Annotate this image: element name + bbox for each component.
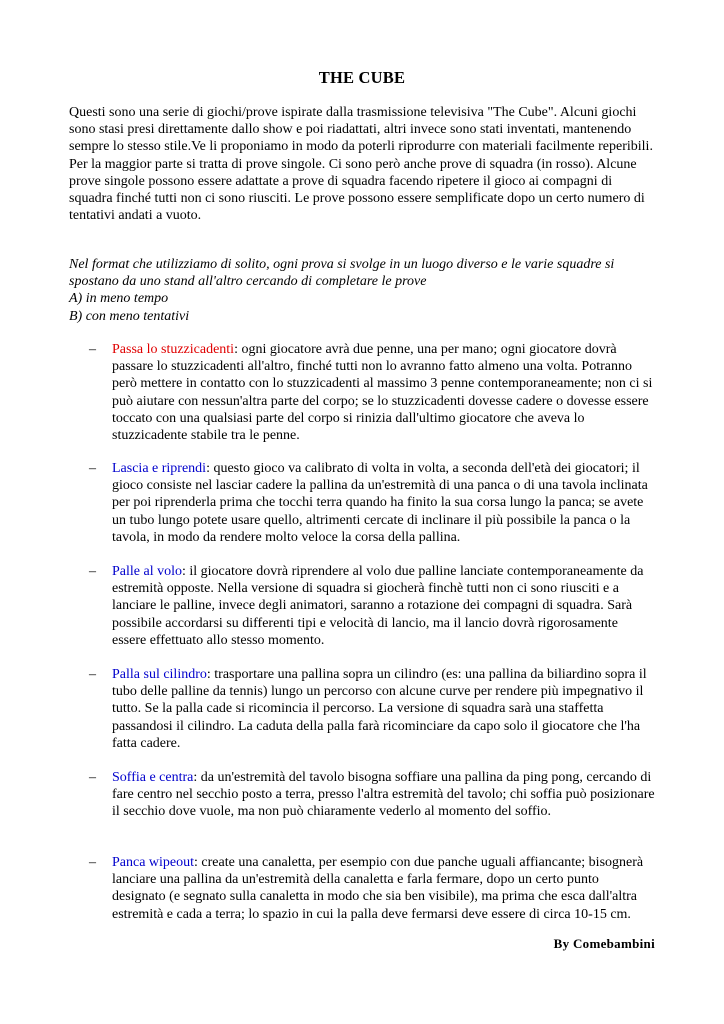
game-description [112, 341, 655, 444]
game-name: Palla sul cilindro [112, 667, 207, 682]
intro-paragraph: Questi sono una serie di giochi/prove ispirate dalla trasmissione televisiva "The Cube". Alcuni giochi sono stasi presi direttamente dallo show e poi riadattati, altri invece sono stati inventati, mantenendo sempre lo stesso stile.Ve li proponiamo in modo da poterli riprodurre con materiali facilmente reperibili. [69, 105, 653, 155]
game-text: : trasportare una pallina sopra un cilindro (es: una pallina da biliardino sopra il tubo delle palline da tennis) lungo un percorso con alcune curve per rendere più impegnativo il tutto. Se la palla cade si ricomincia il percorso. La versione di squadra sarà una staffetta passandosi il cilindro. La caduta della palla farà ricominciare da capo solo il giocatore che l'ha fatta cadere. [112, 667, 647, 751]
game-name: Palle al volo [112, 564, 182, 579]
game-description [112, 769, 655, 821]
format-section [69, 256, 655, 325]
game-description [112, 666, 655, 752]
bullet-dash: – [89, 564, 96, 579]
signature: By Comebambini [553, 936, 655, 951]
intro-section [69, 104, 655, 224]
bullet-dash: – [89, 770, 96, 785]
bullet-dash: – [89, 461, 96, 476]
intro-paragraph: Per la maggior parte si tratta di prove singole. Ci sono però anche prove di squadra (in rosso). Alcune prove singole possono essere adattate a prove di squadra facendo ripetere il gioco ai compagni di squadra finché tutti non ci sono riusciti. Le prove possono essere semplificate dopo un certo numero di tentativi andati a vuoto. [69, 156, 645, 224]
bullet-dash: – [89, 342, 96, 357]
game-name: Passa lo stuzzicadenti [112, 342, 235, 357]
game-name: Soffia e centra [112, 770, 194, 785]
game-text: : il giocatore dovrà riprendere al volo due palline lanciate contemporaneamente da estremità opposte. Nella versione di squadra si giocherà finchè tutti non ci sono riusciti e a lanciare le palline, invece degli animatori, saranno a rotazione dei compagni di squadra. Sarà possibile accordarsi su differenti tipi e velocità di lancio, ma il lancio dovrà rigorosamente essere effettuato allo stesso momento. [112, 564, 644, 648]
format-description: Nel format che utilizziamo di solito, ogni prova si svolge in un luogo diverso e le varie squadre si spostano da uno stand all'altro cercando di completare le prove [69, 257, 615, 290]
game-text: : da un'estremità del tavolo bisogna soffiare una pallina da ping pong, cercando di fare centro nel secchio posto a terra, presso l'altra estremità del tavolo; chi soffia può posizionare il secchio dove vuole, ma non può chiaramente vederlo al momento del soffio. [112, 770, 655, 820]
game-text: : create una canaletta, per esempio con due panche uguali affiancante; bisognerà lanciare una pallina da un'estremità della canaletta e farla fermare, dopo un certo punto designato (e segnato sulla canaletta in modo che sia ben visibile), ma prima che esca dall'altra estremità e cada a terra; lo spazio in cui la palla deve fermarsi deve essere di circa 10-15 cm. [112, 855, 644, 922]
game-name: Panca wipeout [112, 855, 195, 870]
bullet-dash: – [89, 667, 96, 682]
game-description [112, 854, 655, 923]
bullet-dash: – [89, 855, 96, 870]
game-text: : ogni giocatore avrà due penne, una per mano; ogni giocatore dovrà passare lo stuzzicadenti all'altro, finché tutti non lo avranno fatto almeno una volta. Potranno però mettere in contatto con lo stuzzicadenti al massimo 3 penne contemporaneamente; non ci si può aiutare con nessun'altra parte del corpo; se lo stuzzicadenti dovesse cadere o dovesse essere toccato con una qualsiasi parte del corpo si rinizia dall'ultimo giocatore che aveva lo stuzzicadente stabile tra le penne. [112, 342, 653, 444]
page-title: THE CUBE [318, 68, 406, 87]
game-description [112, 460, 655, 546]
game-description [112, 563, 655, 649]
format-option-b: B) con meno tentativi [69, 308, 190, 324]
format-option-a: A) in meno tempo [69, 291, 169, 307]
game-text: : questo gioco va calibrato di volta in volta, a seconda dell'età dei giocatori; il gioco consiste nel lasciar cadere la pallina da un'estremità di una panca o di una tavola inclinata per poi riprenderla prima che tocchi terra quando ha finito la sua corsa lungo la panca; se avete un tubo lungo potete usare quello, altrimenti cercate di inclinare il più possibile la panca o la tavola, in modo da rendere molto veloce la corsa della pallina. [112, 461, 648, 545]
game-name: Lascia e riprendi [112, 461, 207, 476]
